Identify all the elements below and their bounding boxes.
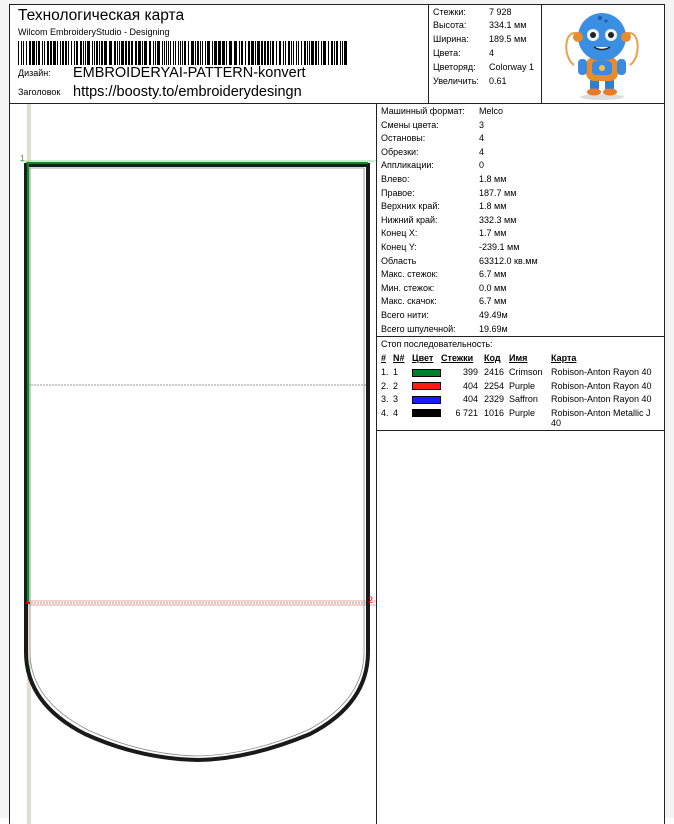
info-value: 1.8 мм (479, 201, 507, 212)
info-row (381, 133, 484, 143)
info-label: Аппликации: (381, 160, 434, 171)
stat-row (433, 48, 494, 58)
row-chart: Robison-Anton Rayon 40 (551, 394, 652, 404)
heading-label: Заголовок (18, 87, 61, 97)
info-value: -239.1 мм (479, 242, 520, 252)
design-outline (10, 104, 376, 824)
row-thread-name: Crimson (509, 367, 543, 377)
info-value: 332.3 мм (479, 214, 517, 225)
info-value: 63312.0 кв.мм (479, 255, 538, 266)
row-stitches: 404 (462, 380, 478, 391)
info-value: 49.49м (479, 310, 508, 320)
stat-label: Увеличить: (433, 76, 479, 86)
row-stitches: 404 (462, 394, 478, 404)
stat-value: 7 928 (489, 7, 512, 17)
col-code-header: Код (484, 353, 501, 363)
row-stop-number: 2 (393, 380, 399, 391)
stat-value: 0.61 (489, 76, 507, 86)
col-chart-header: Карта (551, 353, 577, 363)
stat-label: Стежки: (433, 7, 466, 17)
row-stitches: 399 (462, 367, 478, 377)
col-num-header: # (381, 353, 387, 363)
col-color-header: Цвет (412, 353, 434, 363)
page-title: Технологическая карта (18, 7, 185, 24)
stat-row (433, 7, 512, 17)
stat-label: Ширина: (433, 34, 469, 44)
stat-label: Цветоряд: (433, 62, 476, 72)
row-chart: Robison-Anton Metallic J 40 (551, 407, 651, 428)
info-row (381, 201, 506, 211)
row-thread-name: Purple (509, 380, 536, 391)
design-preview (10, 104, 377, 824)
info-label: Мин. стежок: (381, 282, 435, 293)
stat-row (433, 20, 526, 30)
info-row (381, 188, 516, 198)
col-name-header: Имя (509, 353, 528, 363)
row-thread-name: Purple (509, 407, 536, 418)
info-row (381, 296, 506, 306)
info-label: Нижний край: (381, 214, 438, 225)
info-row (381, 269, 506, 279)
stat-row (433, 62, 534, 72)
info-row (381, 106, 503, 116)
info-value: 3 (479, 119, 485, 130)
stat-row (433, 34, 526, 44)
stat-label: Цвета: (433, 48, 461, 58)
stop-sequence-panel (377, 337, 664, 431)
header (10, 5, 664, 104)
app-subtitle: Wilcom EmbroideryStudio - Designing (18, 27, 170, 37)
info-value: 4 (479, 133, 485, 144)
info-value: Melco (479, 106, 504, 116)
info-row (381, 310, 508, 320)
info-row (381, 215, 516, 225)
stat-value: Colorway 1 (489, 62, 535, 72)
color-swatch (412, 382, 441, 390)
color-swatch (412, 396, 441, 404)
design-thumbnail (542, 5, 664, 103)
info-label: Правое: (381, 187, 415, 198)
row-stop-number: 4 (393, 407, 399, 418)
info-value: 19.69м (479, 323, 508, 334)
row-code: 1016 (484, 407, 505, 418)
info-label: Верхних край: (381, 201, 440, 212)
info-value: 6.7 мм (479, 269, 507, 280)
stat-value: 189.5 мм (489, 34, 527, 44)
info-row (381, 324, 508, 334)
info-label: Макс. стежок: (381, 269, 439, 280)
info-row (381, 147, 484, 157)
color-swatch (412, 409, 441, 417)
stat-value: 4 (489, 48, 495, 58)
heading-value: https://boosty.to/embroiderydesingn (73, 84, 302, 100)
header-title-block (10, 5, 429, 103)
info-row (381, 283, 506, 293)
row-thread-name: Saffron (509, 394, 538, 404)
design-value: EMBROIDERYAI-PATTERN-konvert (73, 65, 306, 81)
row-stop-number: 3 (393, 394, 399, 404)
design-label: Дизайн: (18, 68, 51, 78)
row-chart: Robison-Anton Rayon 40 (551, 380, 652, 391)
start-marker: 1 (20, 154, 25, 163)
col-n-header: N# (393, 353, 405, 363)
row-code: 2416 (484, 367, 505, 377)
info-label: Область (381, 255, 417, 266)
row-code: 2254 (484, 380, 505, 391)
row-chart: Robison-Anton Rayon 40 (551, 367, 652, 377)
info-value: 4 (479, 146, 485, 157)
info-row (381, 160, 484, 170)
row-number: 4. (381, 407, 389, 418)
info-value: 1.8 мм (479, 174, 507, 184)
info-row (381, 228, 506, 238)
info-value: 6.7 мм (479, 296, 507, 307)
info-value: 187.7 мм (479, 187, 517, 198)
info-row (381, 242, 519, 252)
row-number: 1. (381, 367, 389, 377)
row-number: 3. (381, 394, 389, 404)
info-label: Макс. скачок: (381, 296, 437, 307)
row-stitches: 6 721 (455, 407, 478, 418)
col-stitches-header: Стежки (441, 353, 474, 363)
stats-block (429, 5, 542, 103)
info-value: 1.7 мм (479, 228, 507, 239)
info-label: Всего нити: (381, 310, 429, 320)
stat-value: 334.1 мм (489, 20, 527, 30)
color-swatch (412, 369, 441, 377)
info-row (381, 174, 506, 184)
info-row (381, 120, 484, 130)
info-label: Конец Y: (381, 242, 417, 252)
info-row (381, 256, 538, 266)
stat-row (433, 76, 507, 86)
info-label: Всего шпулечной: (381, 323, 456, 334)
info-label: Обрезки: (381, 146, 419, 157)
worksheet (9, 4, 665, 824)
barcode (18, 41, 348, 65)
info-label: Смены цвета: (381, 119, 439, 130)
stat-label: Высота: (433, 20, 467, 30)
info-label: Конец X: (381, 228, 418, 239)
machine-info-panel (377, 104, 664, 337)
robot-mascot-icon (542, 5, 664, 103)
info-value: 0 (479, 160, 485, 171)
row-stop-number: 1 (393, 367, 399, 377)
info-label: Влево: (381, 174, 410, 184)
row-code: 2329 (484, 394, 505, 404)
end-marker: 2 (368, 595, 374, 605)
info-value: 0.0 мм (479, 282, 507, 293)
row-number: 2. (381, 380, 389, 391)
info-label: Остановы: (381, 133, 426, 144)
info-label: Машинный формат: (381, 106, 465, 116)
stop-sequence-title: Стоп последовательность: (381, 339, 493, 349)
